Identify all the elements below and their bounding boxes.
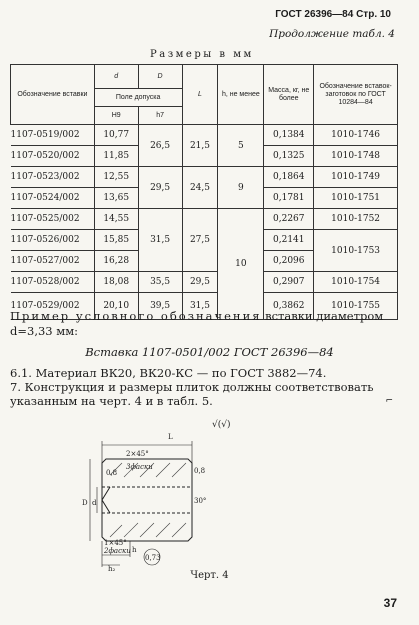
dim-d: d <box>92 499 97 507</box>
th-blank: Обозначение вставок-заготовок по ГОСТ 10284—84 <box>314 65 398 125</box>
table-row: 1107-0526/002 15,85 0,2141 1010-1753 <box>11 230 398 251</box>
table-row: 1107-0529/002 20,10 39,5 31,5 0,3862 1010-1755 <box>11 293 398 320</box>
th-mass: Масса, кг, не более <box>264 65 314 125</box>
para1-line2: d=3,33 мм: <box>10 324 79 338</box>
table-row: 1107-0523/002 12,55 29,5 24,5 9 0,1864 1010-1749 <box>11 167 398 188</box>
clause-6-1: 6.1. Материал ВК20, ВК20-КС — по ГОСТ 3882—74. <box>10 366 327 380</box>
th-h: h, не менее <box>218 65 264 125</box>
th-tol-D: h7 <box>138 107 182 125</box>
table-row: 1107-0519/002 10,77 26,5 21,5 5 0,1384 1010-1746 <box>11 125 398 146</box>
rough-top: 0,8 <box>106 469 118 477</box>
th-d: d <box>94 65 138 89</box>
th-designation: Обозначение вставки <box>11 65 95 125</box>
chamfer-bottom-note: 2фаски <box>104 547 131 555</box>
th-L: L <box>182 65 218 125</box>
para1-lead: Пример условного обозначения <box>10 309 262 323</box>
clauses <box>10 366 405 408</box>
page-number: 37 <box>383 596 397 610</box>
drawing-4 <box>80 415 250 573</box>
angle: 30° <box>194 497 207 505</box>
continuation-label: Продолжение табл. 4 <box>269 28 395 40</box>
th-tol-d: Н9 <box>94 107 138 125</box>
th-D: D <box>138 65 182 89</box>
table-row: 1107-0520/002 11,85 0,1325 1010-1748 <box>11 146 398 167</box>
page-header: ГОСТ 26396—84 Стр. 10 <box>275 9 391 20</box>
chamfer-top: 2×45° <box>126 450 149 458</box>
surface-finish-symbol: √(√) <box>212 420 231 430</box>
rough-side: 0,8 <box>194 467 206 475</box>
chamfer-top-note: 3фаски <box>126 463 153 471</box>
dim-h2: h₂ <box>108 565 116 573</box>
corner-mark: ⌐ <box>385 396 393 406</box>
dim-L: L <box>168 433 173 441</box>
circle-note: 0,73 <box>145 554 161 562</box>
dim-h: h <box>132 546 137 554</box>
table-row: 1107-0525/002 14,55 31,5 27,5 10 0,2267 1010-1752 <box>11 209 398 230</box>
clause-7: 7. Конструкция и размеры плиток должны соответствовать указанным на черт. 4 и в табл. 5. <box>10 380 374 408</box>
dimensions-table <box>10 64 398 320</box>
designation-example-paragraph <box>10 309 405 339</box>
figure-caption: Черт. 4 <box>190 570 229 581</box>
sizes-label: Размеры в мм <box>150 49 254 60</box>
th-tolerance: Поле допуска <box>94 89 182 107</box>
example-designation: Вставка 1107-0501/002 ГОСТ 26396—84 <box>85 345 334 359</box>
para1-rest: вставки диаметром <box>261 309 384 323</box>
table-row: 1107-0527/002 16,28 0,2096 <box>11 251 398 272</box>
table-row: 1107-0528/002 18,08 35,5 29,5 0,2907 1010-1754 <box>11 272 398 293</box>
dim-D: D <box>82 499 88 507</box>
table-row: 1107-0524/002 13,65 0,1781 1010-1751 <box>11 188 398 209</box>
chamfer-bottom: 1×45° <box>104 539 127 547</box>
